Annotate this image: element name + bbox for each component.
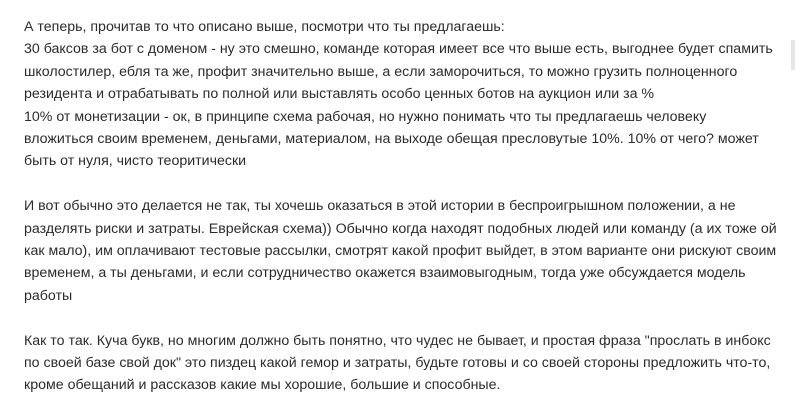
post-line: 10% от монетизации - ок, в принципе схема рабочая, но нужно понимать что ты предлагаешь человеку: [24, 108, 707, 125]
post-line: работы: [24, 287, 73, 304]
post-paragraph-3: [24, 330, 779, 397]
post-paragraph-2: [24, 195, 779, 307]
post-line: 30 баксов за бот с доменом - ну это смешно, команде которая имеет все что выше есть, выгоднее будет спамить: [24, 41, 773, 58]
post-paragraph-1: [24, 16, 779, 173]
post-line: резидента и отрабатывать по полной или выставлять особо ценных ботов на аукцион или за %: [24, 86, 655, 103]
post-line: по своей базе свой док" это пиздец какой гемор и затраты, будьте готовы и со своей стороны предложить что-то,: [24, 355, 771, 372]
post-line: разделять риски и затраты. Еврейская схема)) Обычно когда находят подобных людей или команду (а их тоже ой: [24, 220, 777, 237]
post-line: быть от нуля, чисто теоритически: [24, 153, 247, 170]
post-line: как мало), им оплачивают тестовые рассылки, смотрят какой профит выйдет, в этом варианте они рискуют своим: [24, 243, 777, 260]
post-line: вложиться своим временем, деньгами, материалом, на выходе обещая пресловутые 10%. 10% от чего? может: [24, 131, 759, 148]
post-line: школостилер, ебля та же, профит значительно выше, а если заморочиться, то можно грузить полноценного: [24, 63, 738, 80]
post-line: А теперь, прочитав то что описано выше, посмотри что ты предлагаешь:: [24, 19, 505, 35]
scrollbar-hint: [791, 40, 795, 70]
post-line: Как то так. Куча букв, но многим должно быть понятно, что чудес не бывает, и простая фраза "прослать в инбокс: [24, 332, 771, 349]
post-line: временем, а ты деньгами, и если сотрудничество окажется взаимовыгодным, тогда уже обсуждается модель: [24, 265, 746, 282]
post-line: И вот обычно это делается не так, ты хочешь оказаться в этой истории в беспроигрышном положении, а не: [24, 198, 736, 215]
post-line: кроме обещаний и рассказов какие мы хорошие, большие и способные.: [24, 377, 501, 394]
